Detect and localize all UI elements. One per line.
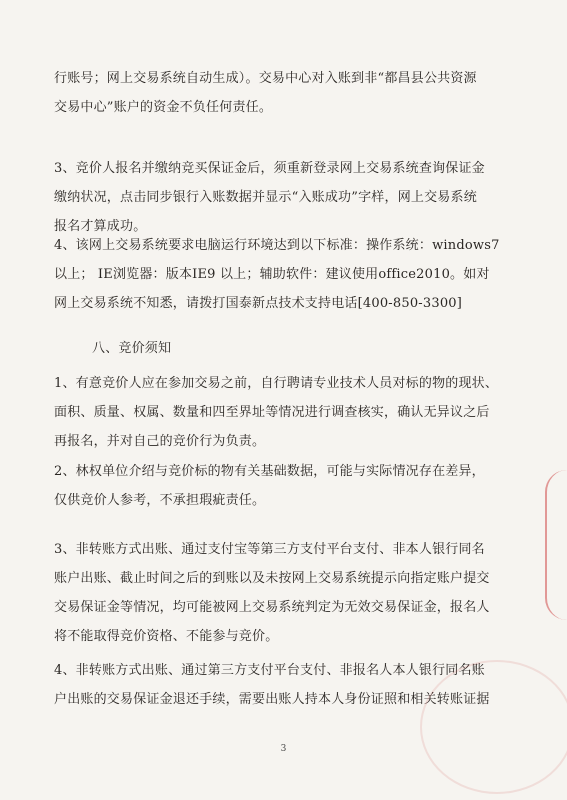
text-line: 4、该网上交易系统要求电脑运行环境达到以下标准：操作系统：windows7 bbox=[54, 238, 500, 253]
text-line: 交易保证金等情况，均可能被网上交易系统判定为无效交易保证金，报名人 bbox=[54, 600, 490, 615]
text-line: 户出账的交易保证金退还手续，需要出账人持本人身份证照和相关转账证据 bbox=[54, 692, 490, 707]
text-line: 以上； IE浏览器：版本IE9 以上；辅助软件：建议使用office2010。如对 bbox=[54, 267, 490, 282]
text-line: 2、林权单位介绍与竞价标的物有关基础数据，可能与实际情况存在差异， bbox=[54, 464, 485, 479]
section-heading: 八、竞价须知 bbox=[92, 341, 172, 356]
faint-seal-mark bbox=[420, 660, 567, 794]
red-seal-edge bbox=[545, 470, 567, 620]
text-line: 网上交易系统不知悉，请拨打国泰新点技术支持电话[400-850-3300] bbox=[54, 296, 463, 311]
page-number: 3 bbox=[280, 744, 287, 754]
text-line: 3、非转账方式出账、通过支付宝等第三方支付平台支付、非本人银行同名 bbox=[54, 542, 485, 557]
text-line: 报名才算成功。 bbox=[54, 219, 147, 234]
paragraph-account-note bbox=[54, 64, 521, 122]
text-line: 交易中心”账户的资金不负任何责任。 bbox=[54, 100, 273, 115]
text-line: 3、竞价人报名并缴纳竞买保证金后，须重新登录网上交易系统查询保证金 bbox=[54, 161, 485, 176]
text-line: 缴纳状况，点击同步银行入账数据并显示“入账成功”字样，网上交易系统 bbox=[54, 190, 477, 205]
text-line: 仅供竞价人参考，不承担瑕疵责任。 bbox=[54, 493, 266, 508]
text-line: 行账号；网上交易系统自动生成）。交易中心对入账到非“都昌县公共资源 bbox=[54, 71, 477, 86]
text-line: 4、非转账方式出账、通过第三方支付平台支付、非报名人本人银行同名账 bbox=[54, 663, 485, 678]
text-line: 将不能取得竞价资格、不能参与竞价。 bbox=[54, 629, 279, 644]
paragraph-notice-1 bbox=[54, 369, 521, 456]
paragraph-item-4-system-requirements bbox=[54, 231, 521, 318]
text-line: 再报名，并对自己的竞价行为负责。 bbox=[54, 434, 266, 449]
section-heading-bidding-notice bbox=[92, 334, 521, 363]
text-line: 面积、质量、权属、数量和四至界址等情况进行调查核实，确认无异议之后 bbox=[54, 405, 490, 420]
text-line: 账户出账、截止时间之后的到账以及未按网上交易系统提示向指定账户提交 bbox=[54, 571, 490, 586]
text-line: 1、有意竞价人应在参加交易之前，自行聘请专业技术人员对标的物的现状、 bbox=[54, 376, 499, 391]
paragraph-notice-2 bbox=[54, 457, 521, 515]
paragraph-item-3-margin-query bbox=[54, 154, 521, 241]
paragraph-notice-3 bbox=[54, 535, 521, 651]
